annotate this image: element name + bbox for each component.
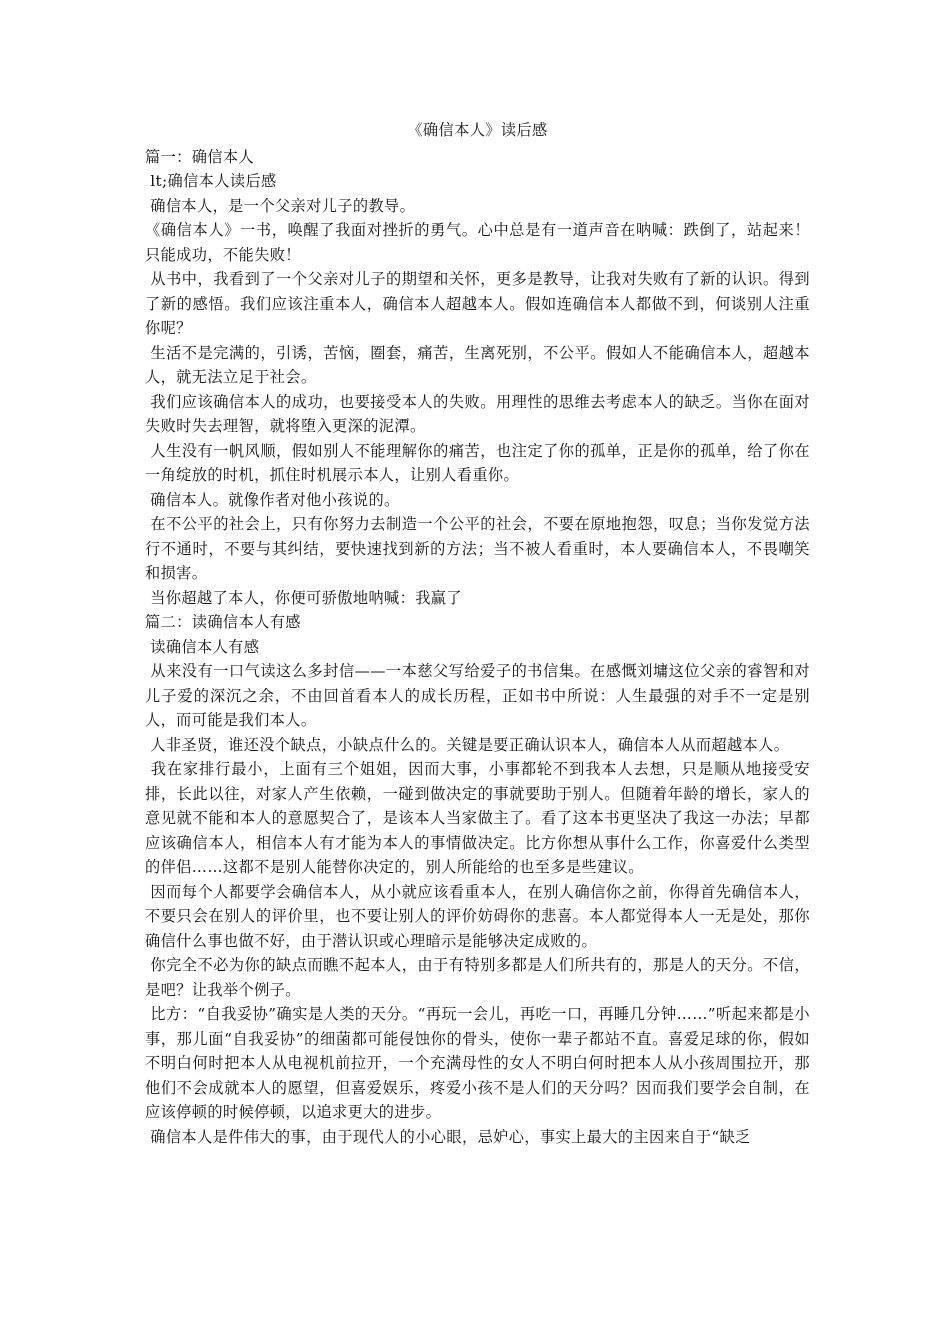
paragraph: lt;确信本人读后感 [145,172,277,190]
document-title: 《确信本人》读后感 [407,121,548,139]
paragraph: 比方：“自我妥协”确实是人类的天分。“再玩一会儿，再吃一口，再睡几分钟……”听起来都是小事，那儿面“自我妥协”的细菌都可能侵蚀你的骨头，使你一辈子都站不直。喜爱足球的你，假如不明白何时把本人从电视机前拉开，一个充满母性的女人不明白何时把本人从小孩周围拉开，那他们不会成就本人的愿望，但喜爱娱乐，疼爱小孩不是人们的天分吗？因而我们要学会自制，在应该停顿的时候停顿，以追求更大的进步。 [145,1005,810,1121]
paragraph: 确信本人，是一个父亲对儿子的教导。 [145,196,416,215]
paragraph: 在不公平的社会上，只有你努力去制造一个公平的社会，不要在原地抱怨，叹息；当你发觉方法行不通时，不要与其纠结，要快速找到新的方法；当不被人看重时，本人要确信本人，不畏嘲笑和损害。 [145,515,810,582]
paragraph: 因而每个人都要学会确信本人，从小就应该看重本人，在别人确信你之前，你得首先确信本人，不要只会在别人的评价里，也不要让别人的评价妨碍你的悲喜。本人都觉得本人一无是处，那你确信什么事也做不好，由于潜认识或心理暗示是能够决定成败的。 [145,882,810,950]
paragraph: 读确信本人有感 [145,637,260,656]
paragraph: 我在家排行最小，上面有三个姐姐，因而大事，小事都轮不到我本人去想，只是顺从地接受安排，长此以往，对家人产生依赖，一碰到做决定的事就要助于别人。但随着年龄的增长，家人的意见就不能和本人的意愿契合了，是该本人当家做主了。看了这本书更坚决了我这一办法；早都应该确信本人，相信本人有才能为本人的事情做决定。比方你想从事什么工作，你喜爱什么类型的伴侣……这都不是别人能替你决定的，别人所能给的也至多是些建议。 [145,760,810,876]
paragraph: 我们应该确信本人的成功，也要接受本人的失败。用理性的思维去考虑本人的缺乏。当你在面对失败时失去理智，就将堕入更深的泥潭。 [145,392,810,435]
paragraph: 你完全不必为你的缺点而瞧不起本人，由于有特别多都是人们所共有的，那是人的天分。不信，是吧？让我举个例子。 [145,956,810,999]
paragraph-section-heading-1: 篇一：确信本人 [145,147,255,166]
paragraph: 人非圣贤，谁还没个缺点，小缺点什么的。关键是要正确认识本人，确信本人从而超越本人。 [145,735,790,754]
paragraph: 《确信本人》一书，唤醒了我面对挫折的勇气。心中总是有一道声音在呐喊：跌倒了，站起来！只能成功，不能失败！ [145,221,810,264]
paragraph: 从书中，我看到了一个父亲对儿子的期望和关怀，更多是教导，让我对失败有了新的认识。得到了新的感悟。我们应该注重本人，确信本人超越本人。假如连确信本人都做不到，何谈别人注重你呢？ [145,270,810,337]
paragraph: 确信本人。就像作者对他小孩说的。 [145,490,400,509]
paragraph: 确信本人是件伟大的事，由于现代人的小心眼，忌妒心，事实上最大的主因来自于“缺乏 [145,1127,751,1146]
paragraph-section-heading-2: 篇二：读确信本人有感 [145,613,301,631]
paragraph: 人生没有一帆风顺，假如别人不能理解你的痛苦，也注定了你的孤单，正是你的孤单，给了你在一角绽放的时机，抓住时机展示本人，让别人看重你。 [145,441,810,484]
document-body [145,145,810,1150]
document-page [145,118,810,1149]
paragraph: 从来没有一口气读这么多封信——一本慈父写给爱子的书信集。在感慨刘墉这位父亲的睿智和对儿子爱的深沉之余，不由回首看本人的成长历程，正如书中所说：人生最强的对手不一定是别人，而可能是我们本人。 [145,662,810,729]
paragraph: 生活不是完满的，引诱，苦恼，圈套，痛苦，生离死别，不公平。假如人不能确信本人，超越本人，就无法立足于社会。 [145,343,810,386]
paragraph: 当你超越了本人，你便可骄傲地呐喊：我赢了 [145,588,462,607]
